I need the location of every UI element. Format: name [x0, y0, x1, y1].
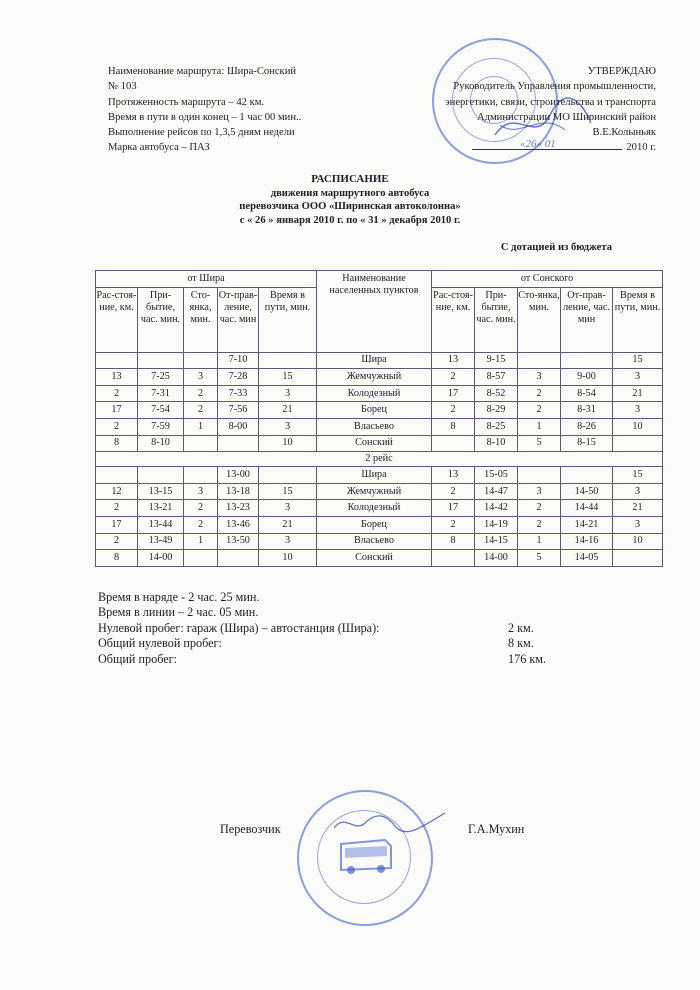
cell-right-stop [518, 467, 561, 484]
cell-right-stop [518, 352, 561, 369]
cell-right-stop: 3 [518, 483, 561, 500]
cell-left-departure: 13-00 [218, 467, 259, 484]
cell-settlement-name: Шира [317, 467, 432, 484]
cell-right-stop: 2 [518, 402, 561, 419]
cell-left-travel-time: 3 [259, 533, 317, 550]
cell-right-travel-time: 21 [613, 385, 663, 402]
cell-left-arrival: 13-44 [138, 516, 184, 533]
header-left-distance: Рас-стоя-ние, км. [96, 287, 138, 352]
total-zero-run-label: Общий нулевой пробег: [98, 636, 222, 651]
cell-left-stop: 2 [184, 516, 218, 533]
cell-settlement-name: Сонский [317, 550, 432, 567]
cell-settlement-name: Жемчужный [317, 483, 432, 500]
cell-settlement-name: Шира [317, 352, 432, 369]
line-time: Время в линии – 2 час. 05 мин. [98, 605, 259, 620]
cell-left-arrival: 13-21 [138, 500, 184, 517]
zero-run-row [98, 621, 546, 636]
trip-2-separator-row [96, 452, 663, 467]
cell-left-departure: 7-28 [218, 369, 259, 386]
cell-left-arrival [138, 467, 184, 484]
route-info [108, 64, 301, 156]
cell-left-distance: 8 [96, 435, 138, 452]
approval-year: 2010 г. [626, 142, 656, 154]
header-left-travel-time: Время в пути, мин. [259, 287, 317, 352]
schedule-row [96, 516, 663, 533]
cell-left-departure: 13-23 [218, 500, 259, 517]
cell-left-stop: 3 [184, 369, 218, 386]
route-travel-time: Время в пути в один конец – 1 час 00 мин.. [108, 111, 302, 123]
cell-right-stop: 1 [518, 533, 561, 550]
cell-right-arrival: 8-25 [475, 418, 518, 435]
cell-left-arrival: 7-31 [138, 385, 184, 402]
cell-right-departure: 9-00 [561, 369, 613, 386]
cell-right-departure [561, 352, 613, 369]
cell-right-distance: 2 [432, 402, 475, 419]
header-right-arrival: При-бытие, час. мин. [475, 287, 518, 352]
cell-left-arrival: 8-10 [138, 435, 184, 452]
cell-right-travel-time: 3 [613, 516, 663, 533]
carrier-name: Г.А.Мухин [468, 822, 525, 836]
cell-left-stop: 2 [184, 500, 218, 517]
route-number: № 103 [108, 81, 137, 93]
cell-right-travel-time [613, 550, 663, 567]
cell-left-distance [96, 467, 138, 484]
cell-settlement-name: Борец [317, 402, 432, 419]
cell-left-travel-time: 3 [259, 418, 317, 435]
bus-model: Марка автобуса – ПАЗ [108, 142, 210, 154]
cell-left-stop: 2 [184, 402, 218, 419]
carrier-label: Перевозчик [220, 822, 281, 836]
cell-right-departure: 14-21 [561, 516, 613, 533]
header-left-departure: От-прав-ление, час. мин [218, 287, 259, 352]
schedule-row [96, 352, 663, 369]
cell-left-distance: 12 [96, 483, 138, 500]
zero-run-label: Нулевой пробег: гараж (Шира) – автостанция (Шира): [98, 620, 380, 635]
cell-right-distance: 8 [432, 533, 475, 550]
cell-left-distance: 17 [96, 402, 138, 419]
cell-right-arrival: 8-57 [475, 369, 518, 386]
route-days: Выполнение рейсов по 1,3,5 дням недели [108, 127, 295, 139]
cell-right-distance: 2 [432, 516, 475, 533]
header-settlement-name: Наименование населенных пунктов [317, 271, 432, 353]
cell-left-departure [218, 550, 259, 567]
cell-right-distance: 8 [432, 418, 475, 435]
cell-left-stop [184, 550, 218, 567]
schedule-row [96, 385, 663, 402]
total-zero-run-value: 8 км. [508, 636, 534, 651]
approval-line-1: Руководитель Управления промышленности, [453, 81, 656, 93]
trip-2-label: 2 рейс [96, 452, 663, 467]
cell-right-departure: 8-15 [561, 435, 613, 452]
header-right-stop: Сто-янка, мин. [518, 287, 561, 352]
title-line-3: с « 26 » января 2010 г. по « 31 » декабря 2010 г. [239, 214, 461, 226]
cell-right-distance: 17 [432, 500, 475, 517]
cell-left-arrival [138, 352, 184, 369]
schedule-row [96, 483, 663, 500]
header-right-distance: Рас-стоя-ние, км. [432, 287, 475, 352]
cell-left-distance [96, 352, 138, 369]
cell-left-travel-time: 10 [259, 550, 317, 567]
cell-right-departure: 14-50 [561, 483, 613, 500]
approval-line-2: энергетики, связи, строительства и транспорта [445, 96, 656, 108]
cell-left-travel-time: 21 [259, 516, 317, 533]
cell-right-distance: 2 [432, 369, 475, 386]
group-header-from-sonsky: от Сонского [432, 271, 663, 288]
cell-left-departure: 7-10 [218, 352, 259, 369]
cell-right-travel-time: 3 [613, 402, 663, 419]
header-right-travel-time: Время в пути, мин. [613, 287, 663, 352]
cell-settlement-name: Власьево [317, 418, 432, 435]
cell-right-arrival: 8-10 [475, 435, 518, 452]
summary-block [98, 590, 546, 667]
header-left-stop: Сто-янка, мин. [184, 287, 218, 352]
cell-right-distance: 17 [432, 385, 475, 402]
schedule-row [96, 550, 663, 567]
cell-left-travel-time [259, 467, 317, 484]
schedule-row [96, 402, 663, 419]
schedule-table [95, 270, 663, 567]
cell-right-travel-time: 21 [613, 500, 663, 517]
header-left-arrival: При-бытие, час. мин. [138, 287, 184, 352]
cell-left-stop [184, 352, 218, 369]
title-main: РАСПИСАНИЕ [311, 173, 389, 185]
cell-left-travel-time: 15 [259, 483, 317, 500]
cell-left-departure: 13-50 [218, 533, 259, 550]
cell-right-stop: 2 [518, 500, 561, 517]
schedule-row [96, 435, 663, 452]
group-header-from-shira: от Шира [96, 271, 317, 288]
cell-settlement-name: Колодезный [317, 500, 432, 517]
route-length: Протяженность маршрута – 42 км. [108, 96, 265, 108]
cell-left-stop: 2 [184, 385, 218, 402]
group-header-row [96, 271, 663, 288]
cell-right-travel-time: 15 [613, 352, 663, 369]
cell-right-stop: 5 [518, 550, 561, 567]
cell-settlement-name: Власьево [317, 533, 432, 550]
cell-left-arrival: 13-49 [138, 533, 184, 550]
cell-left-distance: 2 [96, 385, 138, 402]
cell-left-arrival: 7-25 [138, 369, 184, 386]
cell-right-travel-time: 3 [613, 483, 663, 500]
cell-right-stop: 2 [518, 516, 561, 533]
cell-left-arrival: 13-15 [138, 483, 184, 500]
cell-left-stop [184, 435, 218, 452]
cell-left-distance: 8 [96, 550, 138, 567]
cell-right-arrival: 14-00 [475, 550, 518, 567]
cell-left-travel-time: 3 [259, 385, 317, 402]
total-run-label: Общий пробег: [98, 651, 178, 666]
schedule-row [96, 500, 663, 517]
schedule-row [96, 418, 663, 435]
cell-right-travel-time: 3 [613, 369, 663, 386]
cell-left-arrival: 7-59 [138, 418, 184, 435]
schedule-row [96, 369, 663, 386]
cell-right-travel-time: 10 [613, 533, 663, 550]
cell-right-departure: 8-54 [561, 385, 613, 402]
approval-line-3: Администрации МО Ширинский район [476, 111, 656, 123]
cell-right-travel-time: 15 [613, 467, 663, 484]
cell-right-departure: 8-26 [561, 418, 613, 435]
cell-left-travel-time: 3 [259, 500, 317, 517]
cell-left-departure [218, 435, 259, 452]
cell-left-distance: 2 [96, 418, 138, 435]
approval-heading: УТВЕРЖДАЮ [587, 66, 656, 77]
cell-right-arrival: 15-05 [475, 467, 518, 484]
cell-left-departure: 13-46 [218, 516, 259, 533]
cell-right-arrival: 8-29 [475, 402, 518, 419]
cell-left-departure: 7-56 [218, 402, 259, 419]
cell-left-departure: 8-00 [218, 418, 259, 435]
cell-left-distance: 17 [96, 516, 138, 533]
cell-settlement-name: Жемчужный [317, 369, 432, 386]
title-line-1: движения маршрутного автобуса [270, 187, 430, 199]
cell-right-stop: 3 [518, 369, 561, 386]
cell-right-distance: 13 [432, 467, 475, 484]
cell-right-arrival: 14-47 [475, 483, 518, 500]
cell-right-arrival: 14-19 [475, 516, 518, 533]
cell-right-departure: 14-05 [561, 550, 613, 567]
cell-left-distance: 2 [96, 500, 138, 517]
zero-run-value: 2 км. [508, 620, 534, 635]
route-name: Наименование маршрута: Шира-Сонский [108, 66, 297, 77]
cell-left-departure: 13-18 [218, 483, 259, 500]
cell-right-distance: 13 [432, 352, 475, 369]
cell-right-stop: 1 [518, 418, 561, 435]
subsidy-note: С дотацией из бюджета [500, 242, 612, 253]
approval-signer: В.Е.Колыньяк [592, 127, 656, 139]
total-run-row [98, 652, 546, 667]
cell-right-departure [561, 467, 613, 484]
schedule-row [96, 467, 663, 484]
carrier-signature [330, 808, 450, 838]
cell-left-departure: 7-33 [218, 385, 259, 402]
cell-left-arrival: 14-00 [138, 550, 184, 567]
cell-left-stop: 1 [184, 533, 218, 550]
cell-right-arrival: 14-42 [475, 500, 518, 517]
cell-right-distance [432, 435, 475, 452]
schedule-row [96, 533, 663, 550]
total-zero-run-row [98, 636, 546, 651]
duty-time: Время в наряде - 2 час. 25 мин. [98, 590, 260, 604]
cell-left-distance: 2 [96, 533, 138, 550]
cell-right-arrival: 8-52 [475, 385, 518, 402]
cell-right-departure: 14-16 [561, 533, 613, 550]
document-title [0, 173, 700, 227]
cell-left-travel-time: 21 [259, 402, 317, 419]
cell-right-departure: 8-31 [561, 402, 613, 419]
cell-right-stop: 5 [518, 435, 561, 452]
cell-right-distance [432, 550, 475, 567]
cell-right-stop: 2 [518, 385, 561, 402]
cell-left-travel-time: 15 [259, 369, 317, 386]
cell-settlement-name: Борец [317, 516, 432, 533]
cell-left-travel-time [259, 352, 317, 369]
cell-right-travel-time [613, 435, 663, 452]
title-line-2: перевозчика ООО «Ширинская автоколонна» [239, 201, 461, 212]
cell-right-arrival: 9-15 [475, 352, 518, 369]
cell-right-distance: 2 [432, 483, 475, 500]
cell-left-stop [184, 467, 218, 484]
cell-right-departure: 14-44 [561, 500, 613, 517]
bus-icon [337, 836, 393, 876]
cell-settlement-name: Сонский [317, 435, 432, 452]
cell-left-arrival: 7-54 [138, 402, 184, 419]
cell-settlement-name: Колодезный [317, 385, 432, 402]
cell-left-distance: 13 [96, 369, 138, 386]
approval-date-handwritten: «26» 01 [520, 138, 556, 150]
cell-left-stop: 1 [184, 418, 218, 435]
cell-left-stop: 3 [184, 483, 218, 500]
cell-right-arrival: 14-15 [475, 533, 518, 550]
total-run-value: 176 км. [508, 651, 547, 666]
header-right-departure: От-прав-ление, час. мин [561, 287, 613, 352]
cell-left-travel-time: 10 [259, 435, 317, 452]
cell-right-travel-time: 10 [613, 418, 663, 435]
